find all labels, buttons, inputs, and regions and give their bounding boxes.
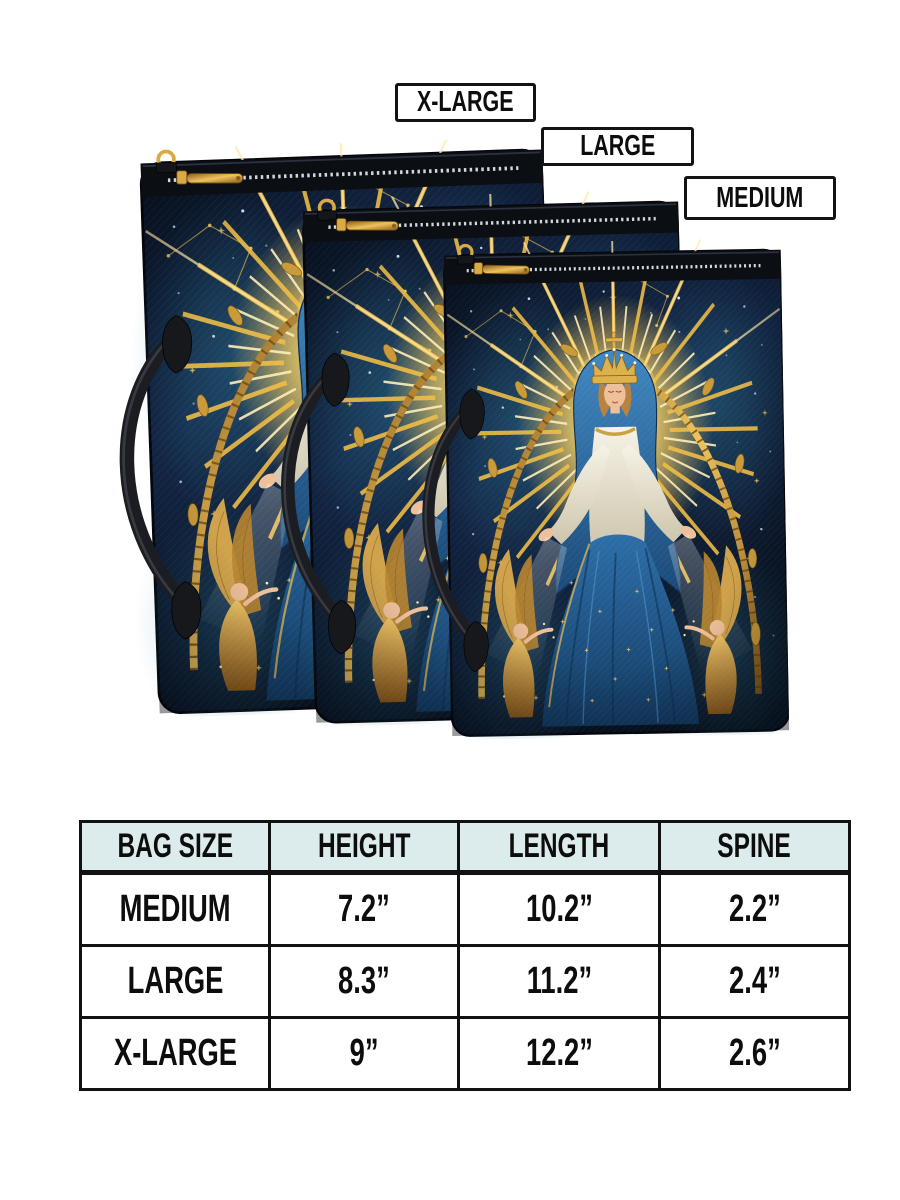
col-header-bag-size: BAG SIZE — [81, 822, 270, 873]
size-label-xlarge-text: X-LARGE — [417, 86, 514, 118]
size-table-header-row — [81, 822, 850, 873]
size-label-large-text: LARGE — [579, 130, 656, 162]
cell-size: LARGE — [81, 946, 270, 1018]
table-row-large — [81, 946, 850, 1018]
size-label-large — [541, 127, 694, 166]
size-table-section — [79, 820, 848, 1091]
size-table — [79, 820, 851, 1091]
table-row-xlarge — [81, 1018, 850, 1090]
cell-height: 9” — [270, 1018, 459, 1090]
bag-medium — [420, 189, 818, 767]
cell-height: 7.2” — [270, 873, 459, 946]
cell-spine: 2.4” — [660, 946, 850, 1018]
col-header-spine: SPINE — [660, 822, 850, 873]
cell-length: 12.2” — [459, 1018, 660, 1090]
size-label-xlarge — [395, 83, 536, 122]
cell-height: 8.3” — [270, 946, 459, 1018]
size-label-medium — [684, 176, 836, 220]
col-header-height: HEIGHT — [270, 822, 459, 873]
cell-spine: 2.2” — [660, 873, 850, 946]
size-label-medium-text: MEDIUM — [716, 181, 804, 214]
cell-length: 10.2” — [459, 873, 660, 946]
col-header-length: LENGTH — [459, 822, 660, 873]
cell-length: 11.2” — [459, 946, 660, 1018]
cell-size: MEDIUM — [81, 873, 270, 946]
table-row-medium — [81, 873, 850, 946]
cell-size: X-LARGE — [81, 1018, 270, 1090]
cell-spine: 2.6” — [660, 1018, 850, 1090]
